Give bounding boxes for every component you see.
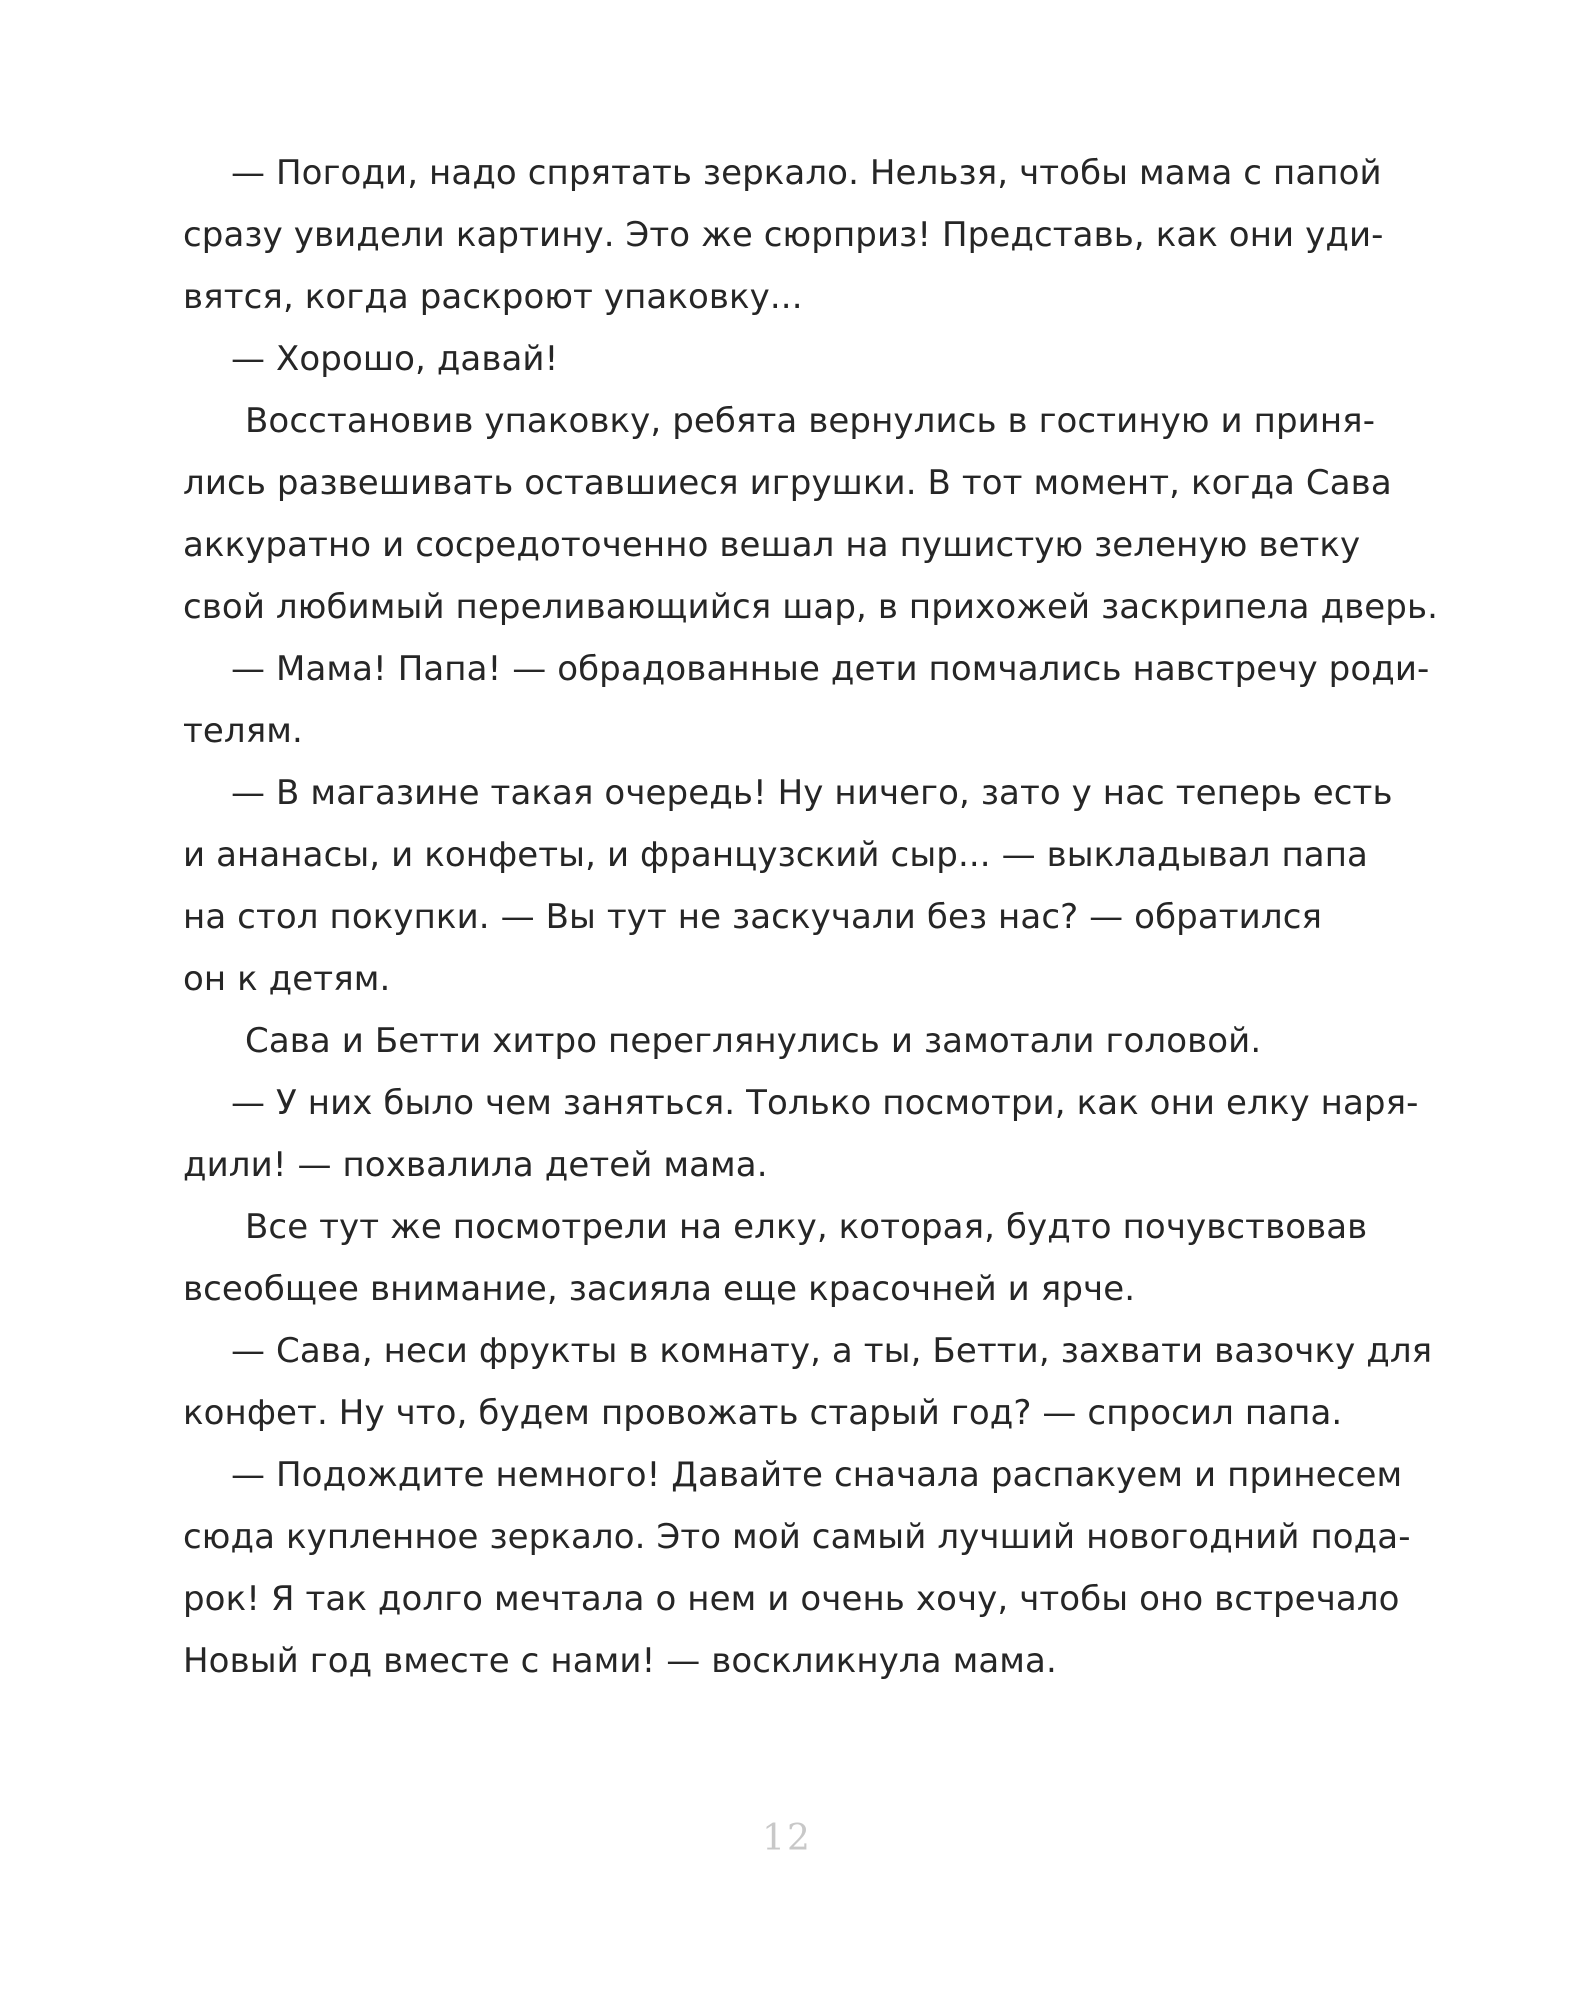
text-line: Сава и Бетти хитро переглянулись и замотали головой. (245, 1021, 1262, 1061)
text-line: телям. (183, 711, 303, 751)
text-line: дили! — похвалила детей мама. (183, 1145, 768, 1185)
text-line: и ананасы, и конфеты, и французский сыр... — выкладывал папа (183, 835, 1368, 875)
text-line: лись развешивать оставшиеся игрушки. В тот момент, когда Сава (183, 463, 1392, 503)
text-line: — Погоди, надо спрятать зеркало. Нельзя, чтобы мама с папой (231, 153, 1382, 193)
body-text (183, 142, 1439, 1692)
text-line: он к детям. (183, 959, 391, 999)
text-line: — Мама! Папа! — обрадованные дети помчались навстречу роди- (231, 649, 1430, 689)
text-line: аккуратно и сосредоточенно вешал на пушистую зеленую ветку (183, 525, 1361, 565)
text-line: — Сава, неси фрукты в комнату, а ты, Бетти, захвати вазочку для (231, 1331, 1433, 1371)
text-line: всеобщее внимание, засияла еще красочней и ярче. (183, 1269, 1136, 1309)
text-line: — Хорошо, давай! (231, 339, 559, 379)
text-line: сразу увидели картину. Это же сюрприз! Представь, как они уди- (183, 215, 1384, 255)
text-line: — Подождите немного! Давайте сначала распакуем и принесем (231, 1455, 1403, 1495)
text-line: — У них было чем заняться. Только посмотри, как они елку наря- (231, 1083, 1419, 1123)
text-line: конфет. Ну что, будем провожать старый год? — спросил папа. (183, 1393, 1343, 1433)
text-line: на стол покупки. — Вы тут не заскучали без нас? — обратился (183, 897, 1323, 937)
text-line: Новый год вместе с нами! — воскликнула мама. (183, 1641, 1057, 1681)
text-line: — В магазине такая очередь! Ну ничего, зато у нас теперь есть (231, 773, 1393, 813)
text-line: сюда купленное зеркало. Это мой самый лучший новогодний пода- (183, 1517, 1411, 1557)
text-line: Восстановив упаковку, ребята вернулись в гостиную и приня- (245, 401, 1376, 441)
text-line: рок! Я так долго мечтала о нем и очень хочу, чтобы оно встречало (183, 1579, 1400, 1619)
text-line: свой любимый переливающийся шар, в прихожей заскрипела дверь. (183, 587, 1439, 627)
text-line: вятся, когда раскроют упаковку... (183, 277, 803, 317)
text-line: Все тут же посмотрели на елку, которая, будто почувствовав (245, 1207, 1368, 1247)
page-number: 12 (762, 1818, 812, 1859)
